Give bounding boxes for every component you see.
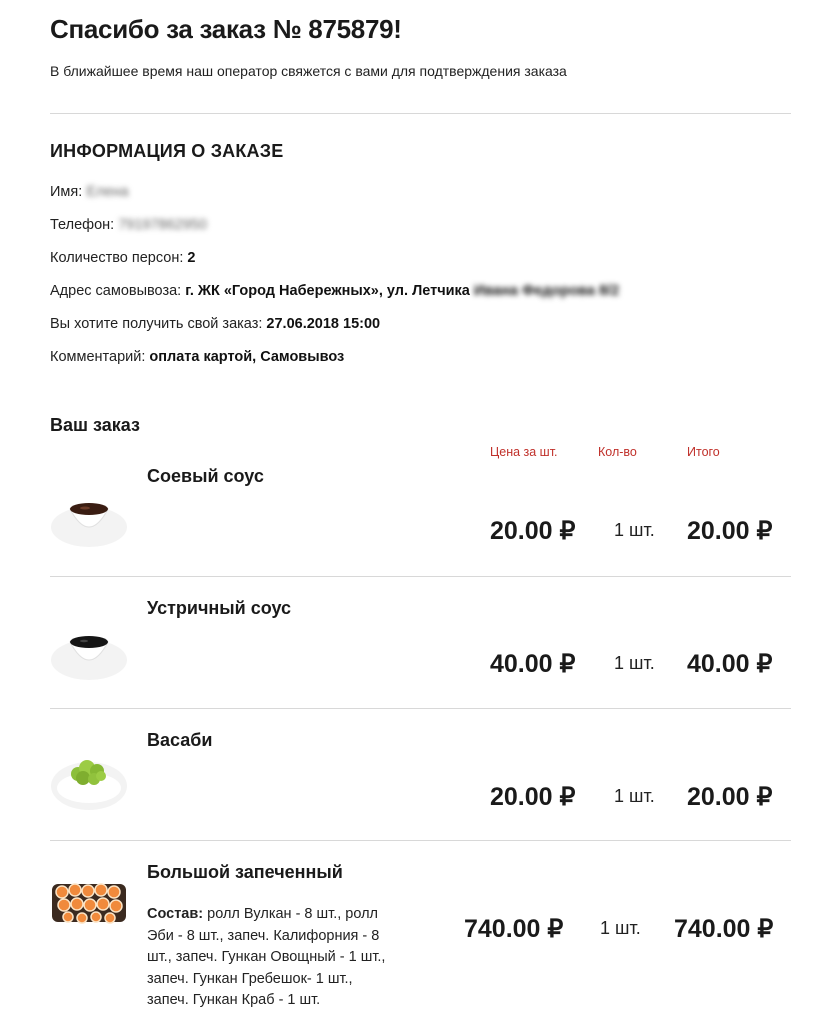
item-description-text: ролл Вулкан - 8 шт., ролл Эби - 8 шт., запеч. Калифорния - 8 шт., запеч. Гункан Овощный - 1 шт., запеч. Гункан Гребешок- 1 шт., запеч. Гункан Краб - 1 шт. bbox=[147, 906, 386, 1008]
column-header-price: Цена за шт. bbox=[490, 445, 558, 459]
baked-rolls-image bbox=[50, 874, 128, 952]
item-qty: 1 шт. bbox=[614, 786, 655, 806]
phone-value: 79197862950 bbox=[118, 217, 207, 233]
column-header-qty: Кол-во bbox=[598, 445, 637, 459]
divider bbox=[50, 576, 791, 577]
item-description-label: Состав: bbox=[147, 906, 204, 922]
oyster-sauce-image bbox=[50, 602, 128, 680]
item-name: Соевый соус bbox=[147, 466, 264, 486]
order-heading: Ваш заказ bbox=[50, 415, 140, 435]
item-name: Большой запеченный bbox=[147, 862, 343, 882]
page-title: Спасибо за заказ № 875879! bbox=[50, 14, 402, 44]
column-header-total: Итого bbox=[687, 445, 720, 459]
item-total: 40.00 ₽ bbox=[687, 650, 773, 678]
name-label: Имя: bbox=[50, 184, 83, 200]
item-qty: 1 шт. bbox=[600, 918, 641, 938]
item-name: Васаби bbox=[147, 730, 213, 750]
comment-value: оплата картой, Самовывоз bbox=[149, 349, 345, 365]
info-address-row bbox=[50, 283, 619, 299]
time-label: Вы хотите получить свой заказ: bbox=[50, 316, 263, 332]
item-total: 740.00 ₽ bbox=[674, 915, 774, 943]
item-price: 740.00 ₽ bbox=[464, 915, 564, 943]
divider bbox=[50, 113, 791, 114]
comment-label: Комментарий: bbox=[50, 349, 146, 365]
soy-sauce-image bbox=[50, 469, 128, 547]
wasabi-image bbox=[50, 734, 128, 812]
divider bbox=[50, 840, 791, 841]
persons-label: Количество персон: bbox=[50, 250, 184, 266]
item-qty: 1 шт. bbox=[614, 520, 655, 540]
address-hidden-value: Ивана Федорова 8/2 bbox=[473, 283, 620, 299]
persons-value: 2 bbox=[187, 250, 196, 266]
address-value: г. ЖК «Город Набережных», ул. Летчика bbox=[185, 283, 470, 299]
item-qty: 1 шт. bbox=[614, 653, 655, 673]
address-label: Адрес самовывоза: bbox=[50, 283, 182, 299]
info-name-row bbox=[50, 184, 129, 200]
name-value: Елена bbox=[86, 184, 129, 200]
item-name: Устричный соус bbox=[147, 598, 292, 618]
info-comment-row bbox=[50, 349, 344, 365]
info-phone-row bbox=[50, 217, 207, 233]
time-value: 27.06.2018 15:00 bbox=[266, 316, 381, 332]
item-total: 20.00 ₽ bbox=[687, 783, 773, 811]
divider bbox=[50, 708, 791, 709]
item-price: 20.00 ₽ bbox=[490, 517, 576, 545]
phone-label: Телефон: bbox=[50, 217, 115, 233]
confirmation-subtitle: В ближайшее время наш оператор свяжется с вами для подтверждения заказа bbox=[50, 63, 567, 79]
order-info-heading: ИНФОРМАЦИЯ О ЗАКАЗЕ bbox=[50, 141, 284, 161]
item-total: 20.00 ₽ bbox=[687, 517, 773, 545]
info-time-row bbox=[50, 316, 380, 332]
item-description bbox=[147, 904, 397, 1012]
info-persons-row bbox=[50, 250, 196, 266]
item-price: 40.00 ₽ bbox=[490, 650, 576, 678]
item-price: 20.00 ₽ bbox=[490, 783, 576, 811]
